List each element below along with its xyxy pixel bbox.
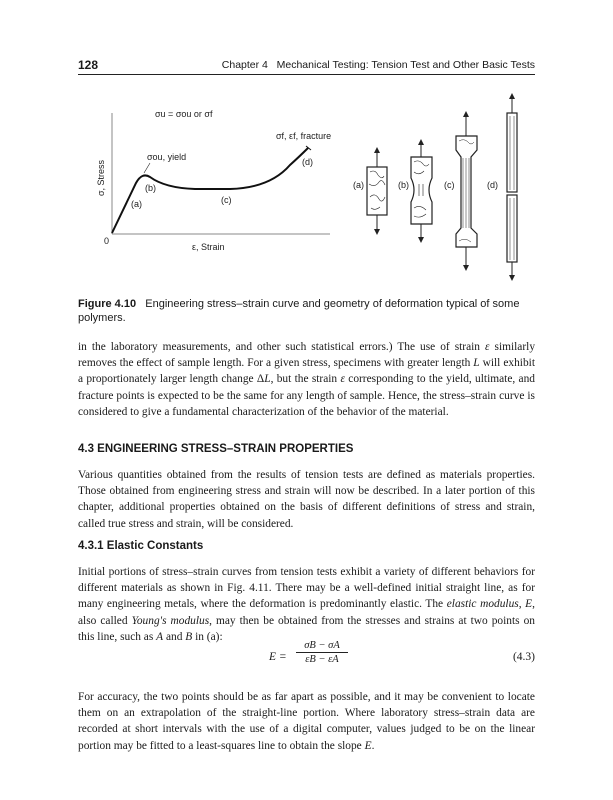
region-label-c: (c) xyxy=(221,195,232,205)
specimen-b xyxy=(398,142,432,240)
equation-denominator: εB − εA xyxy=(305,654,339,665)
equation-fraction xyxy=(296,640,348,665)
paragraph-3 xyxy=(78,564,535,645)
ultimate-label: σu = σou or σf xyxy=(155,109,213,119)
text-run: corresponding to the yield, ultimate, and fracture points is expected to be the same for any length of sample. Hence, the stress–strain curve is considered to give a fundamental characterization of the behavior of the material. xyxy=(78,373,535,418)
italic-text: B xyxy=(185,630,193,643)
section-heading-4-3: 4.3 ENGINEERING STRESS–STRAIN PROPERTIES xyxy=(78,443,354,455)
italic-text: L xyxy=(473,357,480,370)
text-run: , also called xyxy=(78,598,535,627)
specimen-label-d: (d) xyxy=(487,180,498,190)
caption-number: Figure 4.10 xyxy=(78,298,137,310)
italic-text: Young's modulus xyxy=(131,614,210,627)
italic-text: A xyxy=(156,630,164,643)
region-label-b: (b) xyxy=(145,183,156,193)
equation-lhs: E = xyxy=(269,651,287,663)
italic-text: E xyxy=(525,598,533,611)
x-axis-label: ε, Strain xyxy=(192,242,225,252)
chapter-title: Chapter 4 Mechanical Testing: Tension Test and Other Basic Tests xyxy=(221,59,535,71)
y-axis-label: σ, Stress xyxy=(96,159,106,196)
text-run: For accuracy, the two points should be as far apart as possible, and it may be convenient to locate them on an extrapolation of the straight-line portion. Where laboratory stress–strain data are recorded at short intervals with the use of a digital computer, values judged to be on the linear portion may be fitted to a least-squares line to obtain the slope xyxy=(78,691,535,752)
figure-4-10 xyxy=(0,0,613,290)
equation-numerator: σB − σA xyxy=(296,640,348,653)
text-run: in the laboratory measurements, and other such statistical errors.) The use of strain xyxy=(78,341,486,353)
figure-caption xyxy=(78,297,535,325)
text-run: and xyxy=(163,630,186,643)
yield-label: σou, yield xyxy=(147,152,187,162)
yield-leader xyxy=(144,163,150,173)
specimen-label-b: (b) xyxy=(398,180,409,190)
text-run: , may then be obtained from the stresses and strains at two points on this line, such as xyxy=(78,614,535,643)
text-run: similarly removes the effect of sample length. For a given stress, specimens with greater length xyxy=(78,341,536,370)
stress-strain-graph xyxy=(96,109,331,252)
text-run: in (a): xyxy=(192,630,223,643)
text-run: , but the strain xyxy=(270,373,341,386)
region-label-d: (d) xyxy=(302,157,313,167)
text-run: will exhibit a proportionately larger length change Δ xyxy=(78,357,535,386)
italic-text: E xyxy=(364,739,372,752)
region-label-a: (a) xyxy=(131,199,142,209)
paragraph-1 xyxy=(78,339,535,420)
specimen-label-a: (a) xyxy=(353,180,364,190)
specimen-label-c: (c) xyxy=(444,180,455,190)
fracture-label: σf, εf, fracture xyxy=(276,131,332,141)
italic-text: ε xyxy=(485,341,490,353)
text-run: Initial portions of stress–strain curves from tension tests exhibit a variety of different behaviors for different materials as shown in Fig. 4.11. There may be a well-defined initial straight line, as for many engineering metals, where the deformation is predominantly elastic. The xyxy=(78,566,535,611)
page-number: 128 xyxy=(78,58,99,72)
text-run: Various quantities obtained from the results of tension tests are defined as materials properties. Those obtained from engineering stress and strain will now be described. In a later portion of this chapter, additional properties obtained on the basis of different definitions of stress and strain, called true stress and strain, will be considered. xyxy=(78,469,535,530)
italic-text: L xyxy=(264,373,271,386)
subsection-heading-4-3-1: 4.3.1 Elastic Constants xyxy=(78,540,204,552)
text-run: . xyxy=(371,739,375,752)
paragraph-4 xyxy=(78,689,535,754)
text-run: , xyxy=(518,598,526,611)
italic-text: ε xyxy=(340,373,345,386)
paragraph-2 xyxy=(78,467,535,532)
stress-strain-curve xyxy=(112,148,308,233)
equation-number: (4.3) xyxy=(512,651,535,663)
italic-text: elastic modulus xyxy=(446,598,519,611)
specimen-d xyxy=(487,96,517,278)
caption-text: Engineering stress–strain curve and geometry of deformation typical of some polymers. xyxy=(78,298,520,324)
equation-4-3 xyxy=(78,640,535,676)
specimen-a xyxy=(353,150,387,232)
origin-label: 0 xyxy=(104,236,110,246)
specimen-c xyxy=(444,114,477,268)
